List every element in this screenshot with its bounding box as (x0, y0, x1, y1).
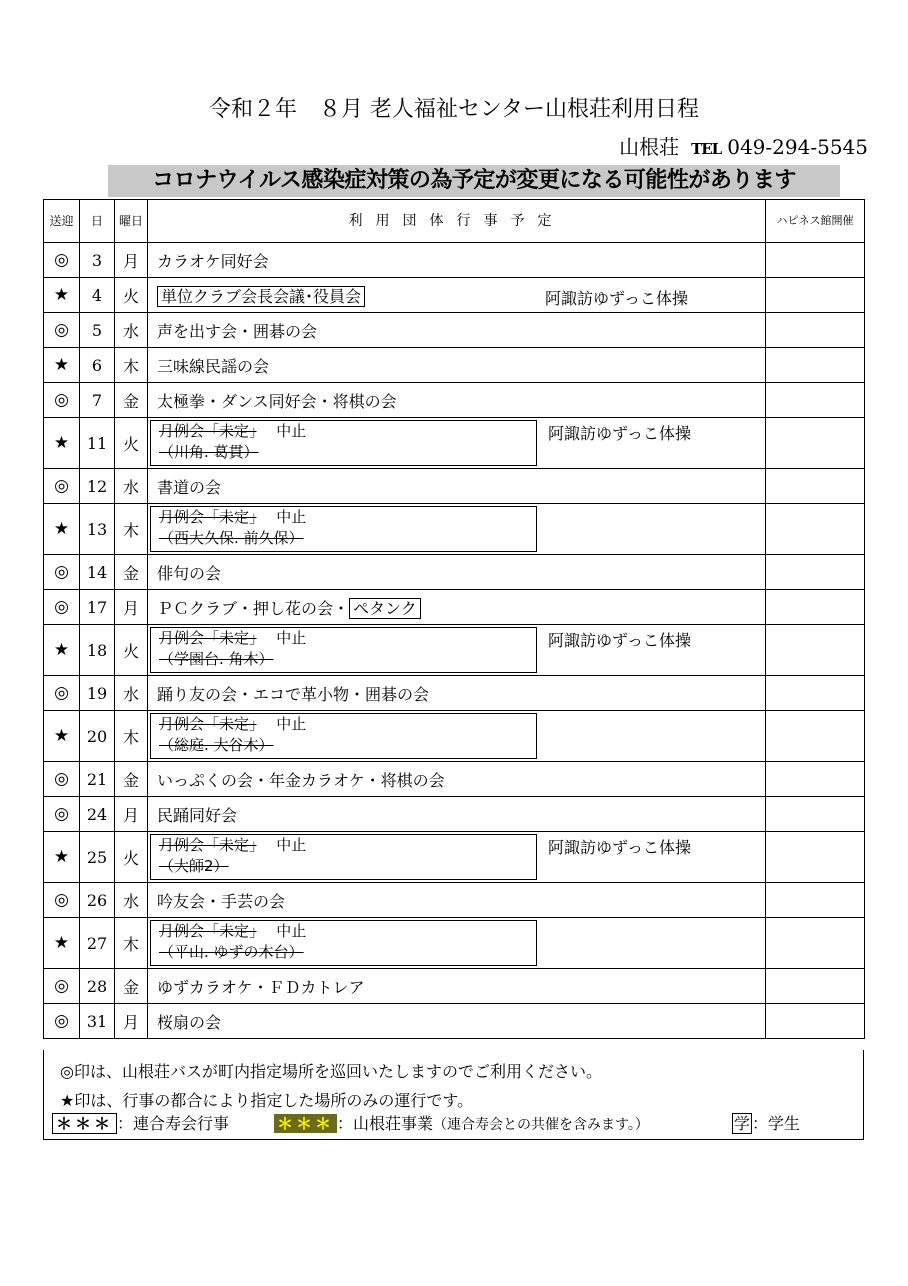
transport-symbol: ◎ (44, 969, 80, 1004)
table-row (44, 676, 865, 711)
transport-symbol: ★ (44, 348, 80, 383)
day-number: 26 (80, 883, 115, 918)
transport-symbol: ★ (44, 504, 80, 555)
cancelled-location: （学園台. 角木） (159, 650, 274, 668)
cancel-mark: 中止 (276, 715, 307, 733)
event-name: 単位クラブ会長会議･役員会 (157, 286, 365, 307)
transport-symbol: ◎ (44, 797, 80, 832)
cancelled-event: 月例会「未定」 (159, 836, 257, 854)
event-cell (148, 625, 766, 676)
day-number: 5 (80, 313, 115, 348)
event-name: 声を出す会・囲碁の会 (157, 321, 318, 341)
event-name: 太極拳・ダンス同好会・将棋の会 (157, 391, 397, 411)
tel-number: 049-294-5545 (727, 135, 868, 159)
event-boxed: ペタンク (349, 598, 421, 619)
happiness-cell (766, 469, 865, 504)
happiness-cell (766, 969, 865, 1004)
day-number: 17 (80, 590, 115, 625)
weekday: 水 (115, 883, 148, 918)
happiness-cell (766, 676, 865, 711)
legend-yamane-text: ：山根荘事業 (337, 1114, 434, 1133)
transport-symbol: ★ (44, 418, 80, 469)
table-row (44, 555, 865, 590)
legend-yamane-note: （連合寿会との共催を含みます。） (433, 1117, 649, 1133)
legend-mark-student: 学 (734, 1114, 751, 1133)
table-row (44, 918, 865, 969)
event-name: 三味線民謡の会 (157, 356, 270, 376)
transport-symbol: ◎ (44, 676, 80, 711)
legend-federation-text: ：連合寿会行事 (117, 1114, 230, 1133)
cancelled-event-box (150, 834, 537, 880)
transport-symbol: ◎ (44, 383, 80, 418)
event-name: 民踊同好会 (157, 805, 238, 825)
table-row (44, 469, 865, 504)
weekday: 木 (115, 711, 148, 762)
happiness-cell (766, 313, 865, 348)
happiness-cell (766, 832, 865, 883)
transport-symbol: ★ (44, 625, 80, 676)
weekday: 金 (115, 969, 148, 1004)
day-number: 19 (80, 676, 115, 711)
event-cell (148, 555, 766, 590)
event-name: ゆずカラオケ・ＦＤカトレア (157, 977, 365, 997)
legend-student (732, 1111, 800, 1134)
transport-symbol: ★ (44, 711, 80, 762)
event-cell (148, 676, 766, 711)
day-number: 11 (80, 418, 115, 469)
event-cell (148, 348, 766, 383)
weekday: 月 (115, 590, 148, 625)
event-cell (148, 243, 766, 278)
extra-event: 阿諏訪ゆずっこ体操 (548, 838, 692, 857)
weekday: 木 (115, 348, 148, 383)
event-name: 吟友会・手芸の会 (157, 891, 286, 911)
day-number: 28 (80, 969, 115, 1004)
note-circle: ◎印は、山根荘バスが町内指定場所を巡回いたしますのでご利用ください。 (60, 1062, 602, 1081)
cancelled-event: 月例会「未定」 (159, 508, 257, 526)
event-name: カラオケ同好会 (157, 251, 269, 271)
cancelled-event: 月例会「未定」 (159, 629, 257, 647)
cancelled-location: （平山. ゆずの木台） (159, 943, 304, 961)
weekday: 火 (115, 278, 148, 313)
transport-symbol: ★ (44, 832, 80, 883)
cancelled-event: 月例会「未定」 (159, 422, 257, 440)
cancelled-location: （総庭. 大谷木） (159, 736, 274, 754)
day-number: 4 (80, 278, 115, 313)
extra-event: 阿諏訪ゆずっこ体操 (545, 289, 689, 308)
weekday: 火 (115, 832, 148, 883)
legend-student-text: ：学生 (752, 1114, 801, 1133)
transport-symbol: ◎ (44, 555, 80, 590)
cancelled-location: （川角. 葛貫） (159, 443, 259, 461)
event-cell (148, 418, 766, 469)
cancel-mark: 中止 (276, 836, 307, 854)
table-row (44, 418, 865, 469)
cancelled-event-box (150, 920, 537, 966)
extra-event: 阿諏訪ゆずっこ体操 (548, 424, 692, 443)
table-row (44, 243, 865, 278)
weekday: 水 (115, 313, 148, 348)
day-number: 6 (80, 348, 115, 383)
event-cell (148, 1004, 766, 1039)
weekday: 月 (115, 243, 148, 278)
weekday: 月 (115, 797, 148, 832)
table-row (44, 762, 865, 797)
weekday: 金 (115, 383, 148, 418)
cancelled-event: 月例会「未定」 (159, 715, 257, 733)
event-name: 俳句の会 (157, 563, 222, 583)
event-name: 書道の会 (157, 477, 222, 497)
weekday: 月 (115, 1004, 148, 1039)
transport-symbol: ◎ (44, 243, 80, 278)
weekday: 火 (115, 625, 148, 676)
event-cell (148, 504, 766, 555)
happiness-cell (766, 504, 865, 555)
event-cell (148, 883, 766, 918)
happiness-cell (766, 418, 865, 469)
cancel-mark: 中止 (276, 508, 307, 526)
table-row (44, 883, 865, 918)
event-name: いっぷくの会・年金カラオケ・将棋の会 (157, 770, 445, 790)
cancelled-event-box (150, 713, 537, 759)
day-number: 25 (80, 832, 115, 883)
cancel-mark: 中止 (276, 922, 307, 940)
event-cell (148, 469, 766, 504)
transport-symbol: ◎ (44, 590, 80, 625)
weekday: 木 (115, 504, 148, 555)
legend-notes (43, 1050, 864, 1140)
happiness-cell (766, 348, 865, 383)
happiness-cell (766, 711, 865, 762)
weekday: 水 (115, 469, 148, 504)
header-events: 利用団体行事予定 (148, 200, 766, 243)
header-weekday: 曜日 (115, 200, 148, 243)
table-row (44, 832, 865, 883)
weekday: 水 (115, 676, 148, 711)
table-row (44, 625, 865, 676)
event-name: 桜扇の会 (157, 1012, 222, 1032)
event-name: 踊り友の会・エコで革小物・囲碁の会 (157, 684, 430, 704)
legend-mark-yamane: ＊＊＊ (274, 1114, 337, 1133)
happiness-cell (766, 797, 865, 832)
table-row (44, 711, 865, 762)
weekday: 金 (115, 762, 148, 797)
transport-symbol: ◎ (44, 313, 80, 348)
weekday: 火 (115, 418, 148, 469)
happiness-cell (766, 625, 865, 676)
day-number: 13 (80, 504, 115, 555)
table-row (44, 590, 865, 625)
header-happiness: ハピネス館開催 (766, 200, 865, 243)
day-number: 20 (80, 711, 115, 762)
extra-event: 阿諏訪ゆずっこ体操 (548, 631, 692, 650)
table-row (44, 313, 865, 348)
happiness-cell (766, 918, 865, 969)
happiness-cell (766, 883, 865, 918)
transport-symbol: ◎ (44, 883, 80, 918)
day-number: 12 (80, 469, 115, 504)
table-row (44, 1004, 865, 1039)
weekday: 金 (115, 555, 148, 590)
cancel-mark: 中止 (276, 629, 307, 647)
day-number: 3 (80, 243, 115, 278)
banner-text: コロナウイルス感染症対策の為予定が変更になる可能性があります (152, 168, 796, 193)
day-number: 24 (80, 797, 115, 832)
day-number: 18 (80, 625, 115, 676)
cancelled-event-box (150, 506, 537, 552)
covid-notice-banner (108, 165, 840, 197)
legend-federation (52, 1111, 229, 1134)
table-row (44, 278, 865, 313)
happiness-cell (766, 1004, 865, 1039)
transport-symbol: ◎ (44, 1004, 80, 1039)
happiness-cell (766, 278, 865, 313)
table-header-row (44, 200, 865, 243)
table-row (44, 348, 865, 383)
day-number: 7 (80, 383, 115, 418)
weekday: 木 (115, 918, 148, 969)
table-row (44, 797, 865, 832)
tel-label: TEL (691, 140, 722, 158)
day-number: 21 (80, 762, 115, 797)
cancelled-location: （大師2） (159, 857, 229, 875)
transport-symbol: ★ (44, 278, 80, 313)
event-name: ＰＣクラブ・押し花の会・ (157, 598, 350, 618)
event-cell (148, 762, 766, 797)
cancelled-location: （西大久保. 前久保） (159, 529, 304, 547)
event-cell (148, 711, 766, 762)
note-star: ★印は、行事の都合により指定した場所のみの運行です。 (60, 1091, 474, 1110)
happiness-cell (766, 383, 865, 418)
legend-row (52, 1111, 852, 1135)
day-number: 14 (80, 555, 115, 590)
event-cell (148, 832, 766, 883)
happiness-cell (766, 555, 865, 590)
event-cell (148, 278, 766, 313)
contact-line (619, 131, 868, 160)
header-day: 日 (80, 200, 115, 243)
table-row (44, 969, 865, 1004)
cancelled-event-box (150, 627, 537, 673)
event-cell (148, 918, 766, 969)
event-cell (148, 797, 766, 832)
event-cell (148, 313, 766, 348)
org-name: 山根荘 (619, 135, 680, 159)
cancelled-event: 月例会「未定」 (159, 922, 257, 940)
table-row (44, 504, 865, 555)
event-cell (148, 383, 766, 418)
cancel-mark: 中止 (276, 422, 307, 440)
schedule-rows (44, 243, 865, 1039)
event-cell (148, 590, 766, 625)
day-number: 27 (80, 918, 115, 969)
header-transport: 送迎 (44, 200, 80, 243)
transport-symbol: ★ (44, 918, 80, 969)
legend-yamane (274, 1111, 649, 1134)
cancelled-event-box (150, 420, 537, 466)
happiness-cell (766, 243, 865, 278)
table-row (44, 383, 865, 418)
legend-mark-federation: ＊＊＊ (52, 1113, 117, 1134)
transport-symbol: ◎ (44, 469, 80, 504)
happiness-cell (766, 590, 865, 625)
event-cell (148, 969, 766, 1004)
schedule-table (43, 199, 865, 1039)
day-number: 31 (80, 1004, 115, 1039)
happiness-cell (766, 762, 865, 797)
page-title: 令和２年 ８月 老人福祉センター山根荘利用日程 (208, 97, 700, 122)
transport-symbol: ◎ (44, 762, 80, 797)
